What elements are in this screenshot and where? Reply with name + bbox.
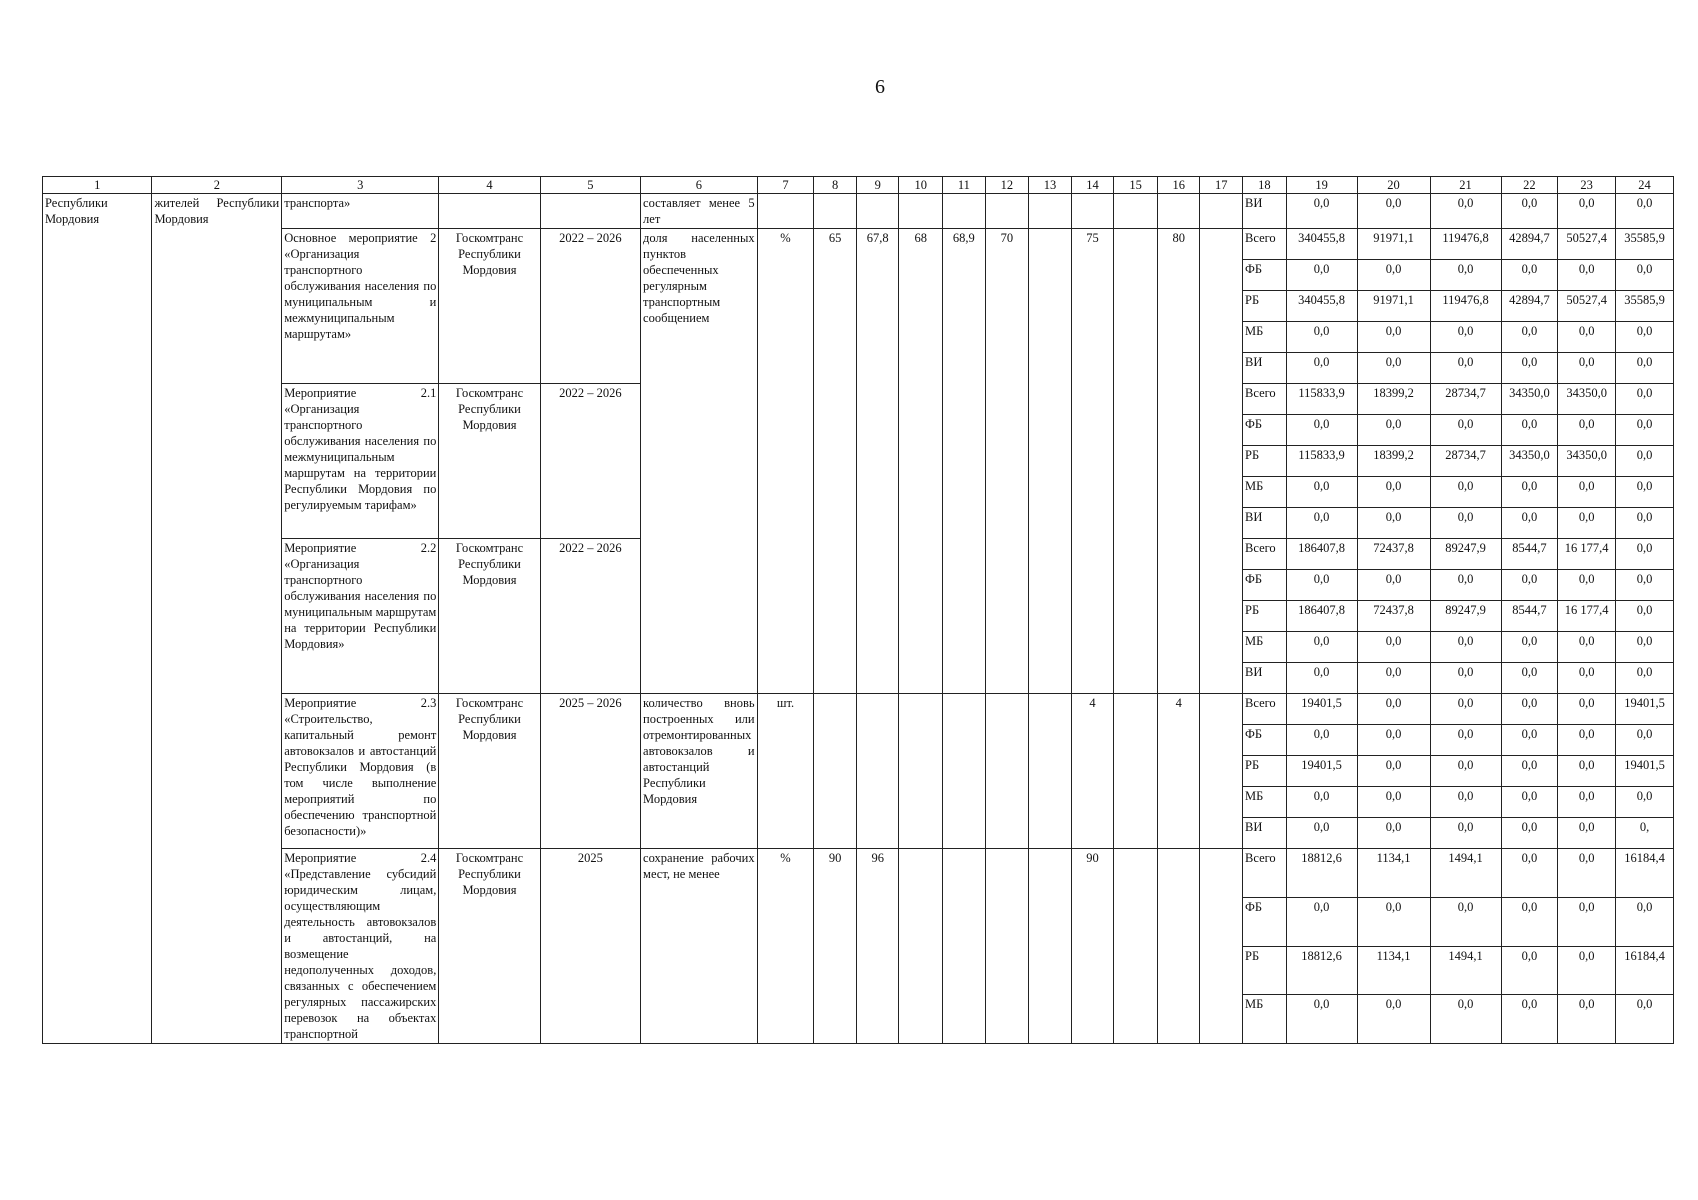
finance-source: ФБ (1243, 260, 1287, 291)
period: 2022 – 2026 (540, 539, 640, 694)
finance-value: 0,0 (1616, 415, 1674, 446)
finance-source: РБ (1243, 946, 1287, 995)
measure-name: Мероприятие 2.4 «Представление субсидий юридическим лицам, осуществляющим деятельность автовокзалов и автостанций, на возмещение недополученных доходов, связанных с обеспечением регулярных пассажирских перевозок на объектах транспортной (282, 849, 439, 1044)
finance-value: 0,0 (1501, 570, 1558, 601)
finance-value: 0,0 (1286, 818, 1357, 849)
indicator-value: 68,9 (943, 229, 986, 694)
finance-value: 0,0 (1357, 508, 1430, 539)
indicator-value: 80 (1157, 229, 1200, 694)
period: 2022 – 2026 (540, 384, 640, 539)
finance-value: 340455,8 (1286, 229, 1357, 260)
finance-value: 0,0 (1501, 849, 1558, 898)
finance-value: 1494,1 (1430, 946, 1501, 995)
finance-value: 1134,1 (1357, 946, 1430, 995)
finance-source: МБ (1243, 322, 1287, 353)
finance-value: 0,0 (1430, 632, 1501, 663)
unit: % (757, 229, 814, 694)
finance-value: 0,0 (1430, 995, 1501, 1044)
page-number: 6 (875, 76, 885, 98)
finance-value: 0,0 (1430, 260, 1501, 291)
finance-value: 0,0 (1558, 322, 1616, 353)
finance-source: Всего (1243, 384, 1287, 415)
finance-value: 340455,8 (1286, 291, 1357, 322)
empty-cell (757, 194, 814, 229)
finance-value: 0,0 (1558, 508, 1616, 539)
column-number: 1 (43, 177, 152, 194)
column-number: 8 (814, 177, 857, 194)
empty-cell (856, 194, 899, 229)
indicator-value (985, 849, 1029, 1044)
finance-source: Всего (1243, 229, 1287, 260)
finance-source: РБ (1243, 601, 1287, 632)
finance-value: 0,0 (1616, 384, 1674, 415)
finance-value: 0,0 (1357, 477, 1430, 508)
finance-value: 0,0 (1357, 756, 1430, 787)
column-number: 5 (540, 177, 640, 194)
empty-cell (1200, 194, 1243, 229)
finance-source: ВИ (1243, 818, 1287, 849)
finance-value: 0,0 (1558, 787, 1616, 818)
executor: Госкомтранс Республики Мордовия (439, 694, 540, 849)
finance-value: 0,0 (1430, 694, 1501, 725)
finance-value: 0,0 (1286, 322, 1357, 353)
finance-value: 19401,5 (1616, 756, 1674, 787)
finance-value: 28734,7 (1430, 384, 1501, 415)
finance-value: 0,0 (1558, 946, 1616, 995)
finance-value: 0,0 (1430, 570, 1501, 601)
finance-value: 186407,8 (1286, 601, 1357, 632)
finance-value: 0,0 (1430, 194, 1501, 229)
indicator-name: количество вновь построенных или отремонтированных автовокзалов и автостанций Республики Мордовия (641, 694, 758, 849)
indicator-value: 90 (814, 849, 857, 1044)
finance-value: 0,0 (1357, 570, 1430, 601)
finance-source: ВИ (1243, 194, 1287, 229)
finance-value: 119476,8 (1430, 229, 1501, 260)
finance-value: 34350,0 (1501, 384, 1558, 415)
empty-cell (814, 194, 857, 229)
finance-value: 0,0 (1501, 897, 1558, 946)
finance-value: 0,0 (1501, 415, 1558, 446)
finance-value: 0,0 (1357, 322, 1430, 353)
finance-value: 119476,8 (1430, 291, 1501, 322)
column-number: 20 (1357, 177, 1430, 194)
finance-value: 0,0 (1616, 897, 1674, 946)
finance-value: 0,0 (1286, 995, 1357, 1044)
finance-source: МБ (1243, 995, 1287, 1044)
finance-value: 0,0 (1558, 849, 1616, 898)
finance-value: 0,0 (1430, 477, 1501, 508)
empty-cell (985, 194, 1029, 229)
finance-value: 0,0 (1558, 415, 1616, 446)
finance-value: 0, (1616, 818, 1674, 849)
column-number: 16 (1157, 177, 1200, 194)
empty-cell (943, 194, 986, 229)
column-number-row (43, 177, 1674, 194)
finance-value: 0,0 (1501, 694, 1558, 725)
finance-value: 0,0 (1357, 415, 1430, 446)
executor: Госкомтранс Республики Мордовия (439, 849, 540, 1044)
indicator-value (943, 694, 986, 849)
finance-value: 0,0 (1286, 415, 1357, 446)
finance-value: 19401,5 (1616, 694, 1674, 725)
finance-value: 0,0 (1501, 260, 1558, 291)
column-number: 3 (282, 177, 439, 194)
finance-value: 0,0 (1501, 946, 1558, 995)
indicator-value (1114, 229, 1158, 694)
finance-value: 0,0 (1616, 663, 1674, 694)
indicator-value: 75 (1071, 229, 1114, 694)
finance-value: 18399,2 (1357, 446, 1430, 477)
indicator-value (1114, 849, 1158, 1044)
measure-name: транспорта» (282, 194, 439, 229)
finance-value: 0,0 (1558, 995, 1616, 1044)
finance-value: 0,0 (1616, 539, 1674, 570)
finance-value: 0,0 (1616, 725, 1674, 756)
indicator-value: 65 (814, 229, 857, 694)
finance-value: 1134,1 (1357, 849, 1430, 898)
finance-value: 0,0 (1286, 725, 1357, 756)
column-number: 21 (1430, 177, 1501, 194)
finance-value: 0,0 (1616, 194, 1674, 229)
finance-source: РБ (1243, 756, 1287, 787)
finance-value: 0,0 (1286, 787, 1357, 818)
finance-value: 0,0 (1357, 787, 1430, 818)
indicator-value: 96 (856, 849, 899, 1044)
executor: Госкомтранс Республики Мордовия (439, 229, 540, 384)
empty-cell (540, 194, 640, 229)
region-cell: Республики Мордовия (43, 194, 152, 1044)
finance-value: 0,0 (1357, 897, 1430, 946)
finance-value: 0,0 (1286, 508, 1357, 539)
finance-value: 42894,7 (1501, 291, 1558, 322)
indicator-value: 90 (1071, 849, 1114, 1044)
finance-value: 0,0 (1430, 756, 1501, 787)
executor: Госкомтранс Республики Мордовия (439, 384, 540, 539)
finance-value: 0,0 (1286, 663, 1357, 694)
measure-name: Основное мероприятие 2 «Организация транспортного обслуживания населения по муниципальным и межмуниципальным маршрутам» (282, 229, 439, 384)
finance-value: 72437,8 (1357, 539, 1430, 570)
finance-source: Всего (1243, 539, 1287, 570)
column-number: 15 (1114, 177, 1158, 194)
column-number: 10 (899, 177, 943, 194)
table-body (43, 177, 1674, 1044)
finance-value: 0,0 (1357, 694, 1430, 725)
measure-name: Мероприятие 2.2 «Организация транспортного обслуживания населения по муниципальным маршрутам на территории Республики Мордовия» (282, 539, 439, 694)
finance-value: 0,0 (1501, 508, 1558, 539)
indicator-value: 68 (899, 229, 943, 694)
column-number: 9 (856, 177, 899, 194)
column-number: 23 (1558, 177, 1616, 194)
table-row (43, 849, 1674, 898)
finance-value: 16 177,4 (1558, 601, 1616, 632)
finance-source: ФБ (1243, 570, 1287, 601)
table-row (43, 194, 1674, 229)
column-number: 18 (1243, 177, 1287, 194)
finance-value: 0,0 (1558, 570, 1616, 601)
finance-value: 18399,2 (1357, 384, 1430, 415)
indicator-value (899, 849, 943, 1044)
indicator-value: 4 (1071, 694, 1114, 849)
finance-value: 0,0 (1430, 787, 1501, 818)
period: 2025 – 2026 (540, 694, 640, 849)
column-number: 7 (757, 177, 814, 194)
empty-cell (439, 194, 540, 229)
finance-source: ФБ (1243, 415, 1287, 446)
indicator-value (814, 694, 857, 849)
finance-value: 0,0 (1558, 477, 1616, 508)
finance-value: 0,0 (1558, 663, 1616, 694)
column-number: 22 (1501, 177, 1558, 194)
finance-value: 50527,4 (1558, 229, 1616, 260)
finance-value: 0,0 (1501, 194, 1558, 229)
measure-name: Мероприятие 2.1 «Организация транспортного обслуживания населения по межмуниципальным маршрутам на территории Республики Мордовия по регулируемым тарифам» (282, 384, 439, 539)
finance-value: 18812,6 (1286, 849, 1357, 898)
finance-value: 89247,9 (1430, 539, 1501, 570)
finance-source: Всего (1243, 694, 1287, 725)
finance-value: 0,0 (1430, 353, 1501, 384)
finance-value: 0,0 (1616, 353, 1674, 384)
finance-value: 0,0 (1357, 818, 1430, 849)
finance-value: 0,0 (1616, 508, 1674, 539)
finance-value: 0,0 (1558, 632, 1616, 663)
table-row (43, 229, 1674, 260)
finance-value: 0,0 (1501, 725, 1558, 756)
finance-value: 18812,6 (1286, 946, 1357, 995)
finance-value: 0,0 (1558, 725, 1616, 756)
finance-value: 16 177,4 (1558, 539, 1616, 570)
finance-value: 0,0 (1357, 353, 1430, 384)
empty-cell (899, 194, 943, 229)
finance-value: 42894,7 (1501, 229, 1558, 260)
finance-value: 0,0 (1616, 446, 1674, 477)
indicator-value (985, 694, 1029, 849)
finance-value: 91971,1 (1357, 229, 1430, 260)
finance-value: 0,0 (1286, 570, 1357, 601)
indicator-value (943, 849, 986, 1044)
finance-value: 19401,5 (1286, 756, 1357, 787)
indicator-value (856, 694, 899, 849)
finance-value: 0,0 (1616, 995, 1674, 1044)
finance-value: 91971,1 (1357, 291, 1430, 322)
indicator-value (1200, 849, 1243, 1044)
finance-value: 34350,0 (1501, 446, 1558, 477)
empty-cell (1071, 194, 1114, 229)
finance-value: 0,0 (1430, 725, 1501, 756)
finance-source: МБ (1243, 477, 1287, 508)
finance-value: 0,0 (1430, 663, 1501, 694)
indicator-value (899, 694, 943, 849)
finance-value: 0,0 (1501, 818, 1558, 849)
finance-value: 0,0 (1558, 353, 1616, 384)
finance-value: 0,0 (1430, 818, 1501, 849)
finance-value: 89247,9 (1430, 601, 1501, 632)
indicator-name: доля населенных пунктов обеспеченных регулярным транспортным сообщением (641, 229, 758, 694)
column-number: 24 (1616, 177, 1674, 194)
column-number: 17 (1200, 177, 1243, 194)
finance-source: МБ (1243, 632, 1287, 663)
column-number: 14 (1071, 177, 1114, 194)
column-number: 11 (943, 177, 986, 194)
table-row (43, 694, 1674, 725)
finance-value: 0,0 (1430, 508, 1501, 539)
finance-value: 0,0 (1616, 570, 1674, 601)
finance-value: 0,0 (1558, 897, 1616, 946)
measure-name: Мероприятие 2.3 «Строительство, капитальный ремонт автовокзалов и автостанций Республики Мордовия (в том числе выполнение мероприятий по обеспечению транспортной безопасности)» (282, 694, 439, 849)
finance-value: 34350,0 (1558, 446, 1616, 477)
finance-value: 0,0 (1286, 632, 1357, 663)
finance-value: 0,0 (1558, 694, 1616, 725)
finance-value: 35585,9 (1616, 291, 1674, 322)
finance-source: ВИ (1243, 508, 1287, 539)
finance-source: РБ (1243, 446, 1287, 477)
finance-value: 16184,4 (1616, 946, 1674, 995)
finance-source: Всего (1243, 849, 1287, 898)
finance-value: 8544,7 (1501, 601, 1558, 632)
finance-value: 0,0 (1357, 995, 1430, 1044)
finance-value: 19401,5 (1286, 694, 1357, 725)
finance-source: ВИ (1243, 353, 1287, 384)
empty-cell (1029, 194, 1072, 229)
indicator-value (1200, 229, 1243, 694)
column-number: 4 (439, 177, 540, 194)
finance-value: 16184,4 (1616, 849, 1674, 898)
finance-value: 0,0 (1616, 260, 1674, 291)
finance-value: 0,0 (1430, 415, 1501, 446)
finance-value: 34350,0 (1558, 384, 1616, 415)
finance-value: 0,0 (1616, 787, 1674, 818)
finance-value: 0,0 (1616, 322, 1674, 353)
finance-value: 0,0 (1357, 194, 1430, 229)
program-table (42, 176, 1674, 1044)
finance-source: ФБ (1243, 897, 1287, 946)
column-number: 13 (1029, 177, 1072, 194)
finance-value: 0,0 (1286, 353, 1357, 384)
finance-source: ФБ (1243, 725, 1287, 756)
indicator-value: 67,8 (856, 229, 899, 694)
finance-value: 0,0 (1501, 632, 1558, 663)
period: 2022 – 2026 (540, 229, 640, 384)
target-group-cell: жителей Республики Мордовия (152, 194, 282, 1044)
indicator-value (1114, 694, 1158, 849)
finance-value: 0,0 (1558, 818, 1616, 849)
finance-value: 0,0 (1501, 787, 1558, 818)
finance-value: 0,0 (1430, 322, 1501, 353)
indicator-value: 4 (1157, 694, 1200, 849)
indicator-value (1157, 849, 1200, 1044)
finance-value: 0,0 (1286, 897, 1357, 946)
finance-value: 72437,8 (1357, 601, 1430, 632)
finance-value: 0,0 (1357, 260, 1430, 291)
finance-value: 0,0 (1501, 995, 1558, 1044)
finance-value: 0,0 (1616, 601, 1674, 632)
finance-value: 50527,4 (1558, 291, 1616, 322)
empty-cell (1157, 194, 1200, 229)
finance-value: 0,0 (1286, 477, 1357, 508)
finance-value: 115833,9 (1286, 384, 1357, 415)
finance-source: РБ (1243, 291, 1287, 322)
indicator-value (1029, 694, 1072, 849)
finance-value: 35585,9 (1616, 229, 1674, 260)
indicator-name: сохранение рабочих мест, не менее (641, 849, 758, 1044)
finance-value: 0,0 (1286, 260, 1357, 291)
finance-value: 0,0 (1616, 632, 1674, 663)
indicator-value (1029, 849, 1072, 1044)
finance-value: 0,0 (1616, 477, 1674, 508)
finance-value: 1494,1 (1430, 849, 1501, 898)
finance-value: 0,0 (1357, 632, 1430, 663)
executor: Госкомтранс Республики Мордовия (439, 539, 540, 694)
indicator-value: 70 (985, 229, 1029, 694)
finance-value: 0,0 (1357, 725, 1430, 756)
finance-value: 0,0 (1501, 353, 1558, 384)
finance-value: 115833,9 (1286, 446, 1357, 477)
empty-cell (1114, 194, 1158, 229)
indicator-name: составляет менее 5 лет (641, 194, 758, 229)
column-number: 6 (641, 177, 758, 194)
finance-value: 28734,7 (1430, 446, 1501, 477)
period: 2025 (540, 849, 640, 1044)
unit: % (757, 849, 814, 1044)
finance-value: 0,0 (1558, 194, 1616, 229)
unit: шт. (757, 694, 814, 849)
column-number: 2 (152, 177, 282, 194)
finance-value: 0,0 (1501, 756, 1558, 787)
finance-value: 0,0 (1501, 322, 1558, 353)
finance-value: 8544,7 (1501, 539, 1558, 570)
finance-value: 0,0 (1501, 477, 1558, 508)
finance-value: 0,0 (1430, 897, 1501, 946)
finance-value: 186407,8 (1286, 539, 1357, 570)
finance-value: 0,0 (1501, 663, 1558, 694)
finance-source: МБ (1243, 787, 1287, 818)
column-number: 12 (985, 177, 1029, 194)
finance-value: 0,0 (1558, 756, 1616, 787)
finance-value: 0,0 (1357, 663, 1430, 694)
finance-value: 0,0 (1558, 260, 1616, 291)
finance-value: 0,0 (1286, 194, 1357, 229)
finance-source: ВИ (1243, 663, 1287, 694)
indicator-value (1029, 229, 1072, 694)
column-number: 19 (1286, 177, 1357, 194)
indicator-value (1200, 694, 1243, 849)
